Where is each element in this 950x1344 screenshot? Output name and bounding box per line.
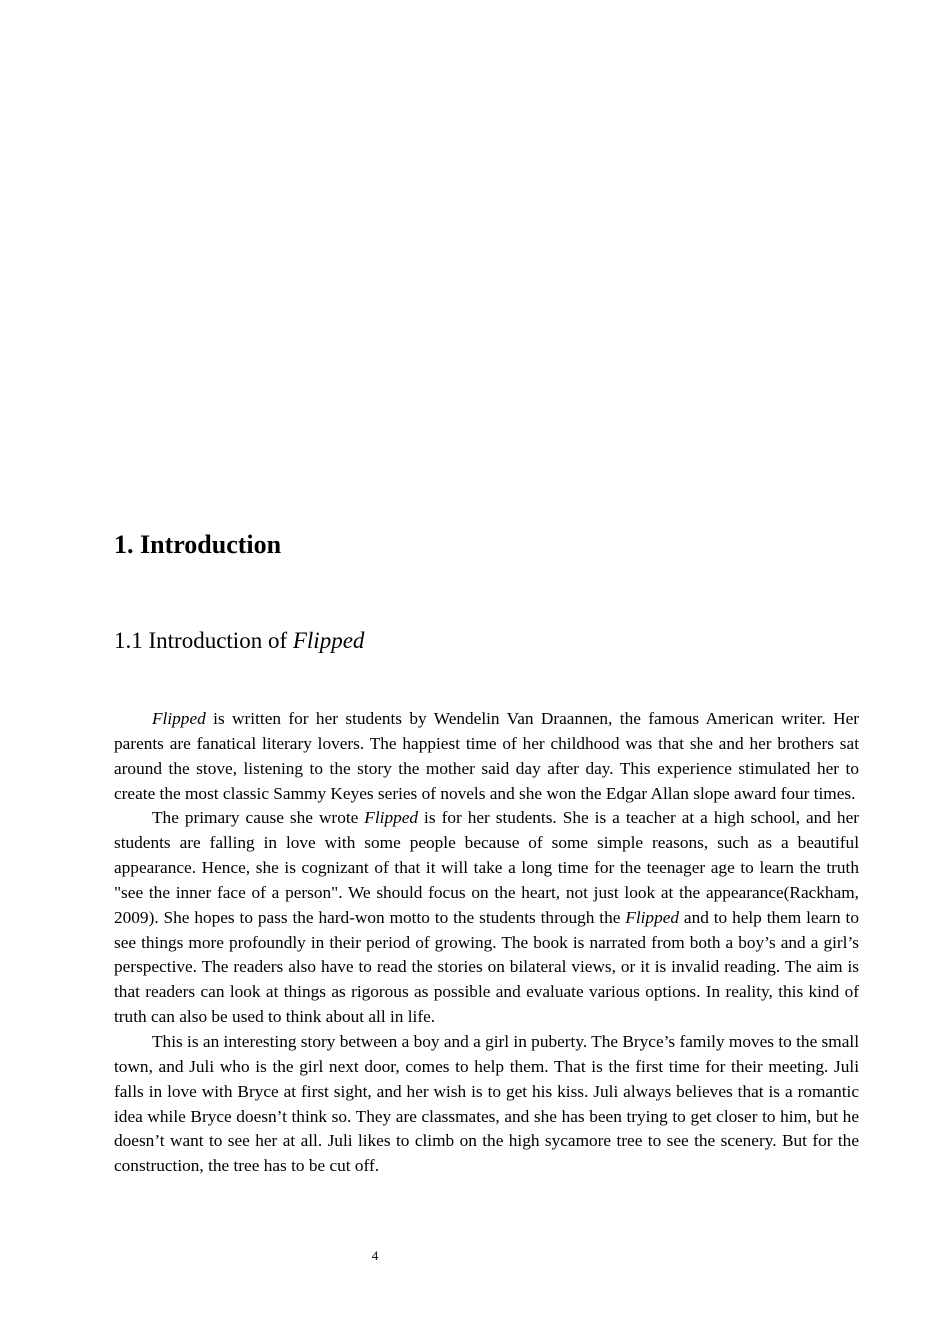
paragraph-1 bbox=[114, 707, 859, 806]
subsection-heading-title: Flipped bbox=[292, 628, 365, 653]
book-title: Flipped bbox=[364, 808, 419, 828]
paragraph-text: is written for her students by Wendelin Van Draannen, the famous American writer. Her parents are fanatical literary lovers. The happiest time of her childhood was that she and her brothers sat around the stove, listening to the story the mother said day after day. This experience stimulated her to create the most classic Sammy Keyes series of novels and she won the Edgar Allan slope award four times. bbox=[114, 709, 859, 803]
paragraph-text: and to help them learn to see things more profoundly in their period of growing. The book is narrated from both a boy’s and a girl’s perspective. The readers also have to read the stories on bilateral views, or it is invalid reading. The aim is that readers can look at things as rigorous as possible and evaluate various options. In reality, this kind of truth can also be used to think about all in life. bbox=[114, 907, 859, 1027]
book-title: Flipped bbox=[625, 907, 680, 927]
paragraph-text: This is an interesting story between a boy and a girl in puberty. The Bryce’s family moves to the small town, and Juli who is the girl next door, comes to help them. That is the first time for their meeting. Juli falls in love with Bryce at first sight, and her wish is to get his kiss. Juli always believes that is a romantic idea while Bryce doesn’t think so. They are classmates, and she has been trying to get closer to him, but he doesn’t want to see her at all. Juli likes to climb on the high sycamore tree to see the scenery. But for the construction, the tree has to be cut off. bbox=[114, 1031, 859, 1176]
section-heading: 1. Introduction bbox=[114, 530, 282, 559]
paragraph-text: is for her students. She is a teacher at a high school, and her students are falling in love with some people because of some simple reasons, such as a beautiful appearance. Hence, she is cognizant of that it will take a long time for the teenager age to learn the truth "see the inner face of a person". We should focus on the heart, not just look at the appearance(Rackham, 2009). She hopes to pass the hard-won motto to the students through the bbox=[114, 808, 859, 927]
book-title: Flipped bbox=[152, 709, 206, 728]
page-number: 4 bbox=[371, 1248, 379, 1263]
paragraph-2 bbox=[114, 806, 859, 1030]
subsection-heading bbox=[114, 625, 364, 657]
paragraph-text: The primary cause she wrote bbox=[152, 808, 365, 828]
paragraph-3 bbox=[114, 1030, 859, 1179]
body-text bbox=[114, 707, 859, 1179]
subsection-heading-prefix: 1.1 Introduction of bbox=[114, 628, 293, 653]
